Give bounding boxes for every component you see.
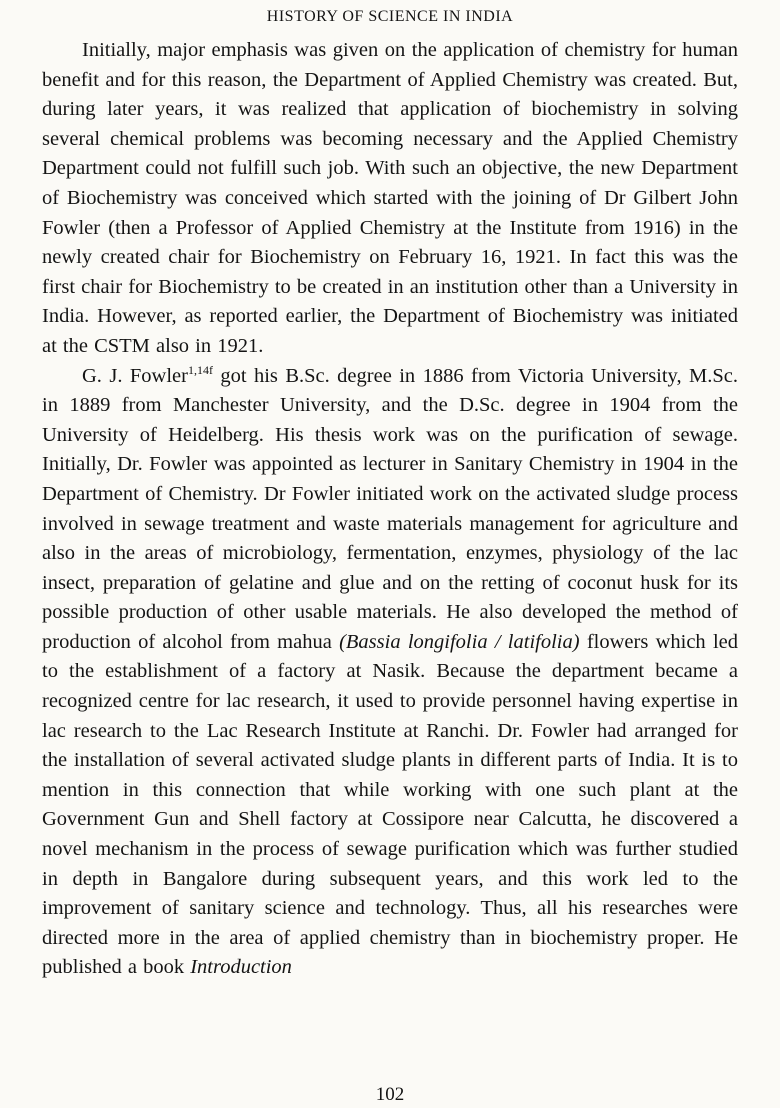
running-header: HISTORY OF SCIENCE IN INDIA	[266, 8, 514, 25]
italic-species-name: (Bassia longifolia / latifolia)	[339, 630, 580, 653]
text-segment-1: G. J. Fowler	[82, 364, 188, 387]
text-segment-3: flowers which led to the establishment of a factory at Nasik. Because the department became a recognized centre for lac research, it used to provide personnel having expertise in lac research to the Lac Research Institute at Ranchi. Dr. Fowler had arranged for the installation of several activated sludge plants in different parts of India. It is to mention in this connection that while working with one such plant at the Government Gun and Shell factory at Cossipore near Calcutta, he discovered a novel mechanism in the process of sewage purification which was further studied in depth in Bangalore during subsequent years, and this work led to the improvement of sanitary science and technology. Thus, all his researches were directed more in the area of applied chemistry than in biochemistry proper. He published a book	[42, 630, 738, 979]
paragraph-2	[42, 362, 738, 983]
page-number: 102	[375, 1084, 405, 1105]
paragraph-1: Initially, major emphasis was given on the application of chemistry for human benefit and for this reason, the Department of Applied Chemistry was created. But, during later years, it was realized that application of biochemistry in solving several chemical problems was becoming necessary and the Applied Chemistry Department could not fulfill such job. With such an objective, the new Department of Biochemistry was conceived which started with the joining of Dr Gilbert John Fowler (then a Professor of Applied Chemistry at the Institute from 1916) in the newly created chair for Biochemistry on February 16, 1921. In fact this was the first chair for Biochemistry to be created in an institution other than a University in India. However, as reported earlier, the Department of Biochemistry was initiated at the CSTM also in 1921.	[42, 39, 739, 357]
italic-book-title: Introduction	[190, 956, 292, 979]
text-segment-2: got his B.Sc. degree in 1886 from Victoria University, M.Sc. in 1889 from Manchester University, and the D.Sc. degree in 1904 from the University of Heidelberg. His thesis work was on the purification of sewage. Initially, Dr. Fowler was appointed as lecturer in Sanitary Chemistry in 1904 in the Department of Chemistry. Dr Fowler initiated work on the activated sludge process involved in sewage treatment and waste materials management for agriculture and also in the areas of microbiology, fermentation, enzymes, physiology of the lac insect, preparation of gelatine and glue and on the retting of coconut husk for its possible production of other usable materials. He also developed the method of production of alcohol from mahua	[42, 364, 738, 653]
footnote-reference: 1,14f	[187, 362, 213, 377]
page-body	[42, 36, 738, 1080]
